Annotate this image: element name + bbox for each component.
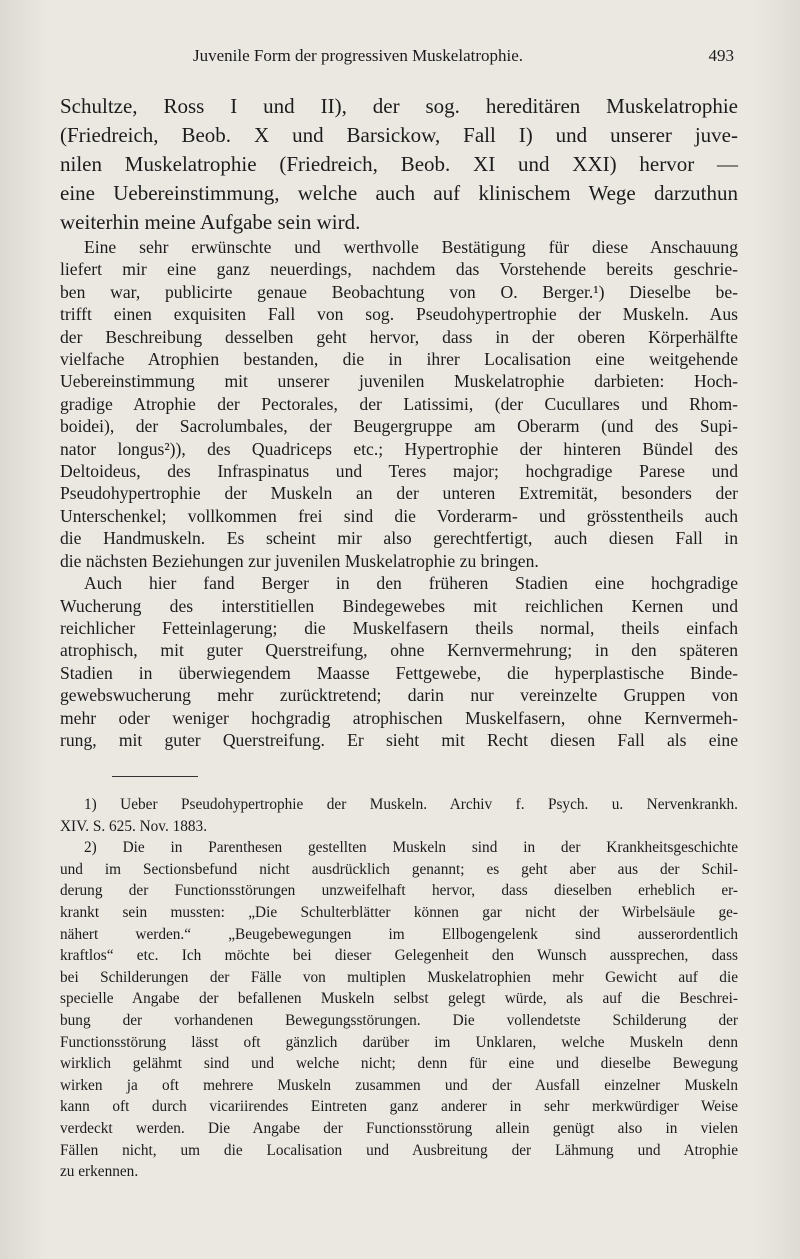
text-line: trifft einen exquisiten Fall von sog. Pseudohypertrophie der Muskeln. Aus <box>60 304 738 325</box>
text-line: Auch hier fand Berger in den früheren Stadien eine hochgradige <box>84 573 738 594</box>
body-text <box>60 236 738 751</box>
text-line: der Beschreibung desselben geht hervor, dass in der oberen Körperhälfte <box>60 326 738 347</box>
text-line: Schultze, Ross I und II), der sog. hereditären Muskelatrophie <box>60 94 738 118</box>
text-line: Unterschenkel; vollkommen frei sind die Vorderarm- und grösstentheils auch <box>60 505 738 526</box>
text-line: Pseudohypertrophie der Muskeln an der unteren Extremität, besonders der <box>60 483 738 504</box>
footnote-line: zu erkennen. <box>60 1163 139 1181</box>
page-number: 493 <box>708 46 734 65</box>
text-line: reichlicher Fetteinlagerung; die Muskelfasern theils normal, theils einfach <box>60 617 738 638</box>
footnote-line: kann oft durch vicariirendes Eintreten ganz anderer in sehr merkwürdiger Weise <box>60 1098 738 1116</box>
footnote-line: derung der Functionsstörungen unzweifelhaft hervor, dass dieselben erheblich er- <box>60 882 738 900</box>
text-line: rung, mit guter Querstreifung. Er sieht mit Recht diesen Fall als eine <box>60 729 738 750</box>
text-line: liefert mir eine ganz neuerdings, nachdem das Vorstehende bereits geschrie- <box>60 259 738 280</box>
footnote-line: Functionsstörung lässt oft gänzlich darüber im Unklaren, welche Muskeln denn <box>60 1033 738 1051</box>
footnote-line: krankt sein mussten: „Die Schulterblätter können gar nicht der Wirbelsäule ge- <box>60 903 738 921</box>
text-line: Wucherung des interstitiellen Bindegewebes mit reichlichen Kernen und <box>60 595 738 616</box>
footnote-line: 1) Ueber Pseudohypertrophie der Muskeln. Archiv f. Psych. u. Nervenkrankh. <box>84 796 738 813</box>
text-line: eine Uebereinstimmung, welche auch auf klinischem Wege darzuthun <box>60 181 738 205</box>
footnote-line: Fällen nicht, um die Localisation und Ausbreitung der Lähmung und Atrophie <box>60 1141 738 1159</box>
footnotes <box>60 794 738 1183</box>
footnote-rule <box>112 776 198 777</box>
text-line: Deltoideus, des Infraspinatus und Teres major; hochgradige Parese und <box>60 461 738 482</box>
footnote-line: verdeckt werden. Die Angabe der Functionsstörung allein genügt also in vielen <box>60 1119 738 1137</box>
footnote-line: XIV. S. 625. Nov. 1883. <box>60 817 208 835</box>
text-line: Stadien in überwiegendem Maasse Fettgewebe, die hyperplastische Binde- <box>60 662 738 683</box>
footnote-line: specielle Angabe der befallenen Muskeln selbst gelegt würde, als auf die Beschrei- <box>60 990 738 1008</box>
text-line: gewebswucherung mehr zurücktretend; darin nur vereinzelte Gruppen von <box>60 685 738 706</box>
text-line: boidei), der Sacrolumbales, der Beugergruppe am Oberarm (und des Supi- <box>60 416 738 437</box>
text-line: atrophisch, mit guter Querstreifung, ohne Kernvermehrung; in den späteren <box>60 640 738 661</box>
footnote-line: bei Schilderungen der Fälle von multiplen Muskelatrophien mehr Gewicht auf die <box>60 968 738 986</box>
text-line: nator longus²)), des Quadriceps etc.; Hypertrophie der hinteren Bündel des <box>60 438 738 459</box>
footnote-line: bung der vorhandenen Bewegungsstörungen. Die vollendetste Schilderung der <box>60 1011 738 1029</box>
footnote-line: wirken ja oft mehrere Muskeln zusammen und der Ausfall einzelner Muskeln <box>60 1076 738 1094</box>
text-line: gradige Atrophie der Pectorales, der Latissimi, (der Cucullares und Rhom- <box>60 393 738 414</box>
text-line: die nächsten Beziehungen zur juvenilen Muskelatrophie zu bringen. <box>60 550 539 571</box>
footnote-line: wirklich gelähmt sind und welche nicht; denn für eine und dieselbe Bewegung <box>60 1055 738 1073</box>
text-line: weiterhin meine Aufgabe sein wird. <box>60 210 361 234</box>
text-line: Uebereinstimmung mit unserer juvenilen Muskelatrophie darbieten: Hoch- <box>60 371 738 392</box>
footnote-line: 2) Die in Parenthesen gestellten Muskeln sind in der Krankheitsgeschichte <box>84 839 738 857</box>
footnote-line: nähert werden.“ „Beugebewegungen im Ellbogengelenk sind ausserordentlich <box>60 925 738 943</box>
text-line: mehr oder weniger hochgradig atrophischen Muskelfasern, ohne Kernvermeh- <box>60 707 738 728</box>
text-line: (Friedreich, Beob. X und Barsickow, Fall I) und unserer juve- <box>60 123 738 147</box>
footnote-line: und im Sectionsbefund nicht ausdrücklich genannt; es geht aber aus der Schil- <box>60 860 738 878</box>
text-line: nilen Muskelatrophie (Friedreich, Beob. XI und XXI) hervor — <box>60 152 738 176</box>
intro-paragraph <box>60 92 738 237</box>
page-header <box>60 46 734 70</box>
text-line: Eine sehr erwünschte und werthvolle Bestätigung für diese Anschauung <box>84 237 738 257</box>
running-title: Juvenile Form der progressiven Muskelatrophie. <box>193 46 524 65</box>
footnote-line: kraftlos“ etc. Ich möchte bei dieser Gelegenheit den Wunsch aussprechen, dass <box>60 947 738 965</box>
text-line: ben war, publicirte genaue Beobachtung von O. Berger.¹) Dieselbe be- <box>60 281 738 302</box>
text-line: vielfache Atrophien bestanden, die in ihrer Localisation eine weitgehende <box>60 349 738 370</box>
text-line: die Handmuskeln. Es scheint mir also gerechtfertigt, auch diesen Fall in <box>60 528 738 549</box>
